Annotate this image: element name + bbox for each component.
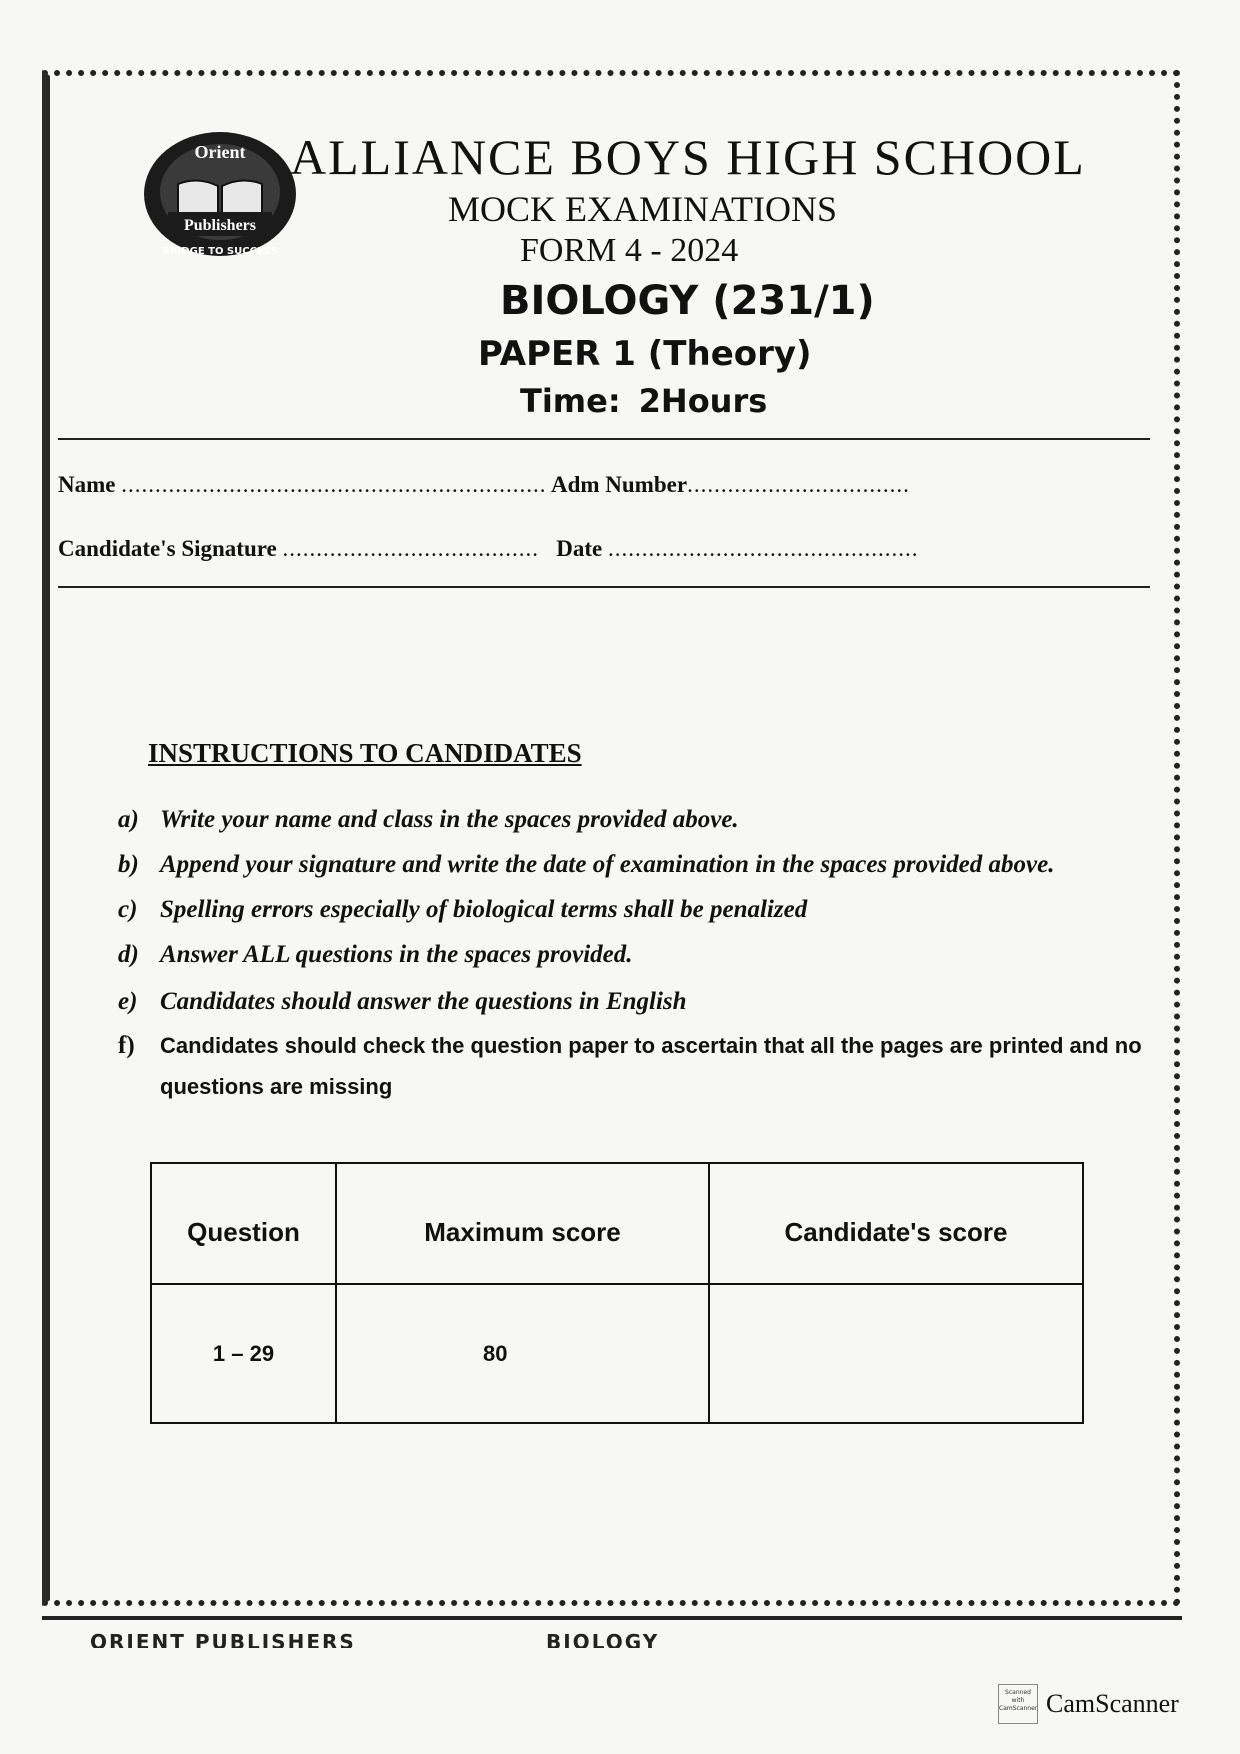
signature-field[interactable]: ......................................	[282, 536, 540, 561]
footer-rule	[42, 1616, 1182, 1620]
column-header: Maximum score	[336, 1163, 709, 1284]
time-label: Time:	[520, 382, 621, 420]
name-field[interactable]: ...............................................................	[121, 472, 547, 497]
camscanner-watermark	[998, 1684, 1179, 1724]
logo-top-text: Orient	[194, 142, 246, 162]
paper-title: PAPER 1 (Theory)	[478, 334, 812, 374]
table-row	[151, 1284, 1083, 1423]
signature-row	[58, 536, 1118, 562]
name-label: Name	[58, 472, 116, 497]
time-allowed	[520, 382, 767, 420]
divider-top	[58, 438, 1150, 440]
table-header-row	[151, 1163, 1083, 1284]
instruction-item: b) Append your signature and write the date of examination in the spaces provided above.	[118, 851, 1055, 878]
divider-bottom	[58, 586, 1150, 588]
column-header: Question	[151, 1163, 336, 1284]
candidate-score-cell[interactable]	[709, 1284, 1083, 1423]
exam-title: MOCK EXAMINATIONS	[448, 189, 838, 229]
camscanner-icon: Scanned with CamScanner	[998, 1684, 1038, 1724]
date-field[interactable]: ..............................................	[608, 536, 919, 561]
time-value: 2Hours	[638, 382, 768, 420]
camscanner-label: CamScanner	[1046, 1689, 1179, 1718]
instruction-item: e) Candidates should answer the questions in English	[118, 988, 687, 1015]
logo-mid-text: Publishers	[183, 217, 257, 234]
form-year: FORM 4 - 2024	[520, 232, 739, 269]
instruction-item: a) Write your name and class in the spaces provided above.	[118, 806, 739, 833]
instruction-continuation: questions are missing	[160, 1074, 393, 1099]
question-range-cell: 1 – 29	[151, 1284, 336, 1423]
name-row	[58, 472, 1118, 498]
score-table	[150, 1162, 1084, 1424]
adm-field[interactable]: .................................	[687, 472, 910, 497]
instructions-heading: INSTRUCTIONS TO CANDIDATES	[148, 738, 582, 768]
footer-subject: BIOLOGY	[546, 1630, 660, 1648]
publisher-logo	[138, 128, 302, 272]
signature-label: Candidate's Signature	[58, 536, 277, 561]
instruction-item: c) Spelling errors especially of biological terms shall be penalized	[118, 896, 808, 923]
school-name: ALLIANCE BOYS HIGH SCHOOL	[290, 129, 1086, 185]
max-score-cell: 80	[336, 1284, 709, 1423]
column-header: Candidate's score	[709, 1163, 1083, 1284]
subject-title: BIOLOGY (231/1)	[500, 278, 875, 324]
footer-publisher: ORIENT PUBLISHERS	[90, 1630, 356, 1648]
date-label: Date	[556, 536, 603, 561]
adm-label: Adm Number	[550, 472, 688, 497]
instruction-item: f) Candidates should check the question paper to ascertain that all the pages are printed and no	[118, 1032, 1142, 1059]
logo-ring-text: BRIDGE TO SUCCESS	[162, 246, 278, 257]
instruction-item: d) Answer ALL questions in the spaces provided.	[118, 941, 633, 968]
